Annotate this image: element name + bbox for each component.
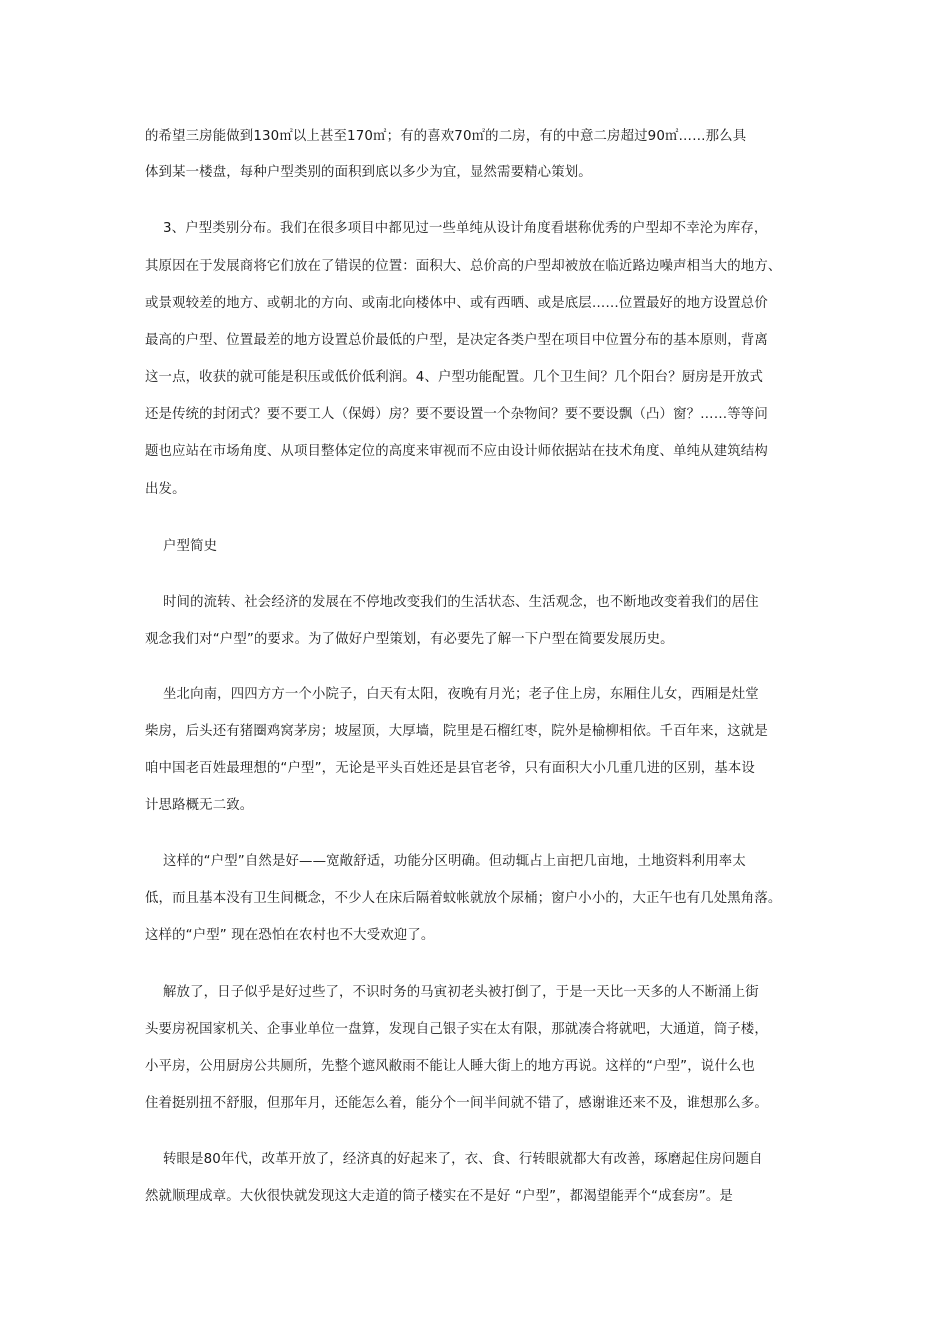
text-line: 体到某一楼盘，每种户型类别的面积到底以多少为宜，显然需要精心策划。 [145,165,592,180]
text-line: 题也应站在市场角度、从项目整体定位的高度来审视而不应由设计师依据站在技术角度、单纯从建筑结构 [145,444,768,459]
text-line: 这样的“户型” 现在恐怕在农村也不大受欢迎了。 [145,928,435,943]
text-line: 这一点，收获的就可能是积压或低价低利润。4、户型功能配置。几个卫生间？几个阳台？厨房是开放式 [145,370,763,385]
text-line: 解放了，日子似乎是好过些了，不识时务的马寅初老头被打倒了，于是一天比一天多的人不断涌上街 [163,985,759,1000]
text-line: 然就顺理成章。大伙很快就发现这大走道的筒子楼实在不是好 “户型”，都渴望能弄个“成套房”。是 [145,1189,733,1204]
text-line: 最高的户型、位置最差的地方设置总价最低的户型，是决定各类户型在项目中位置分布的基本原则，背离 [145,333,768,348]
text-line: 小平房，公用厨房公共厕所，先整个遮风敝雨不能让人睡大街上的地方再说。这样的“户型”，说什么也 [145,1059,755,1074]
text-line: 柴房，后头还有猪圈鸡窝茅房；坡屋顶，大厚墙，院里是石榴红枣，院外是榆柳相依。千百年来，这就是 [145,724,768,739]
text-line: 这样的“户型”自然是好——宽敞舒适，功能分区明确。但动辄占上亩把几亩地，土地资料利用率太 [163,854,746,869]
text-line: 还是传统的封闭式？要不要工人（保姆）房？要不要设置一个杂物间？要不要设飘（凸）窗？……等等问 [145,407,768,422]
text-line: 低，而且基本没有卫生间概念，不少人在床后隔着蚊帐就放个尿桶；窗户小小的，大正午也有几处黑角落。 [145,891,782,906]
text-line: 的希望三房能做到130㎡以上甚至170㎡；有的喜欢70㎡的二房，有的中意二房超过90㎡……那么具 [145,129,747,144]
section-heading: 户型简史 [163,539,218,554]
text-line: 咱中国老百姓最理想的“户型”，无论是平头百姓还是县官老爷，只有面积大小几重几进的区别，基本设 [145,761,755,776]
text-line: 3、户型类别分布。我们在很多项目中都见过一些单纯从设计角度看堪称优秀的户型却不幸沦为库存， [163,221,768,236]
text-line: 其原因在于发展商将它们放在了错误的位置：面积大、总价高的户型却被放在临近路边噪声相当大的地方、 [145,259,782,274]
text-line: 时间的流转、社会经济的发展在不停地改变我们的生活状态、生活观念，也不断地改变着我们的居住 [163,595,759,610]
text-line: 观念我们对“户型”的要求。为了做好户型策划，有必要先了解一下户型在简要发展历史。 [145,632,674,647]
text-line: 坐北向南，四四方方一个小院子，白天有太阳，夜晚有月光；老子住上房，东厢住儿女，西厢是灶堂 [163,687,759,702]
text-line: 头要房祝国家机关、企事业单位一盘算，发现自己银子实在太有限，那就凑合将就吧，大通道，筒子楼， [145,1022,768,1037]
text-line: 转眼是80年代，改革开放了，经济真的好起来了，衣、食、行转眼就都大有改善，琢磨起住房问题自 [163,1152,763,1167]
text-line: 出发。 [145,482,186,497]
text-line: 或景观较差的地方、或朝北的方向、或南北向楼体中、或有西晒、或是底层……位置最好的地方设置总价 [145,296,768,311]
text-line: 住着挺别扭不舒服，但那年月，还能怎么着，能分个一间半间就不错了，感谢谁还来不及，谁想那么多。 [145,1096,768,1111]
text-line: 计思路概无二致。 [145,798,254,813]
